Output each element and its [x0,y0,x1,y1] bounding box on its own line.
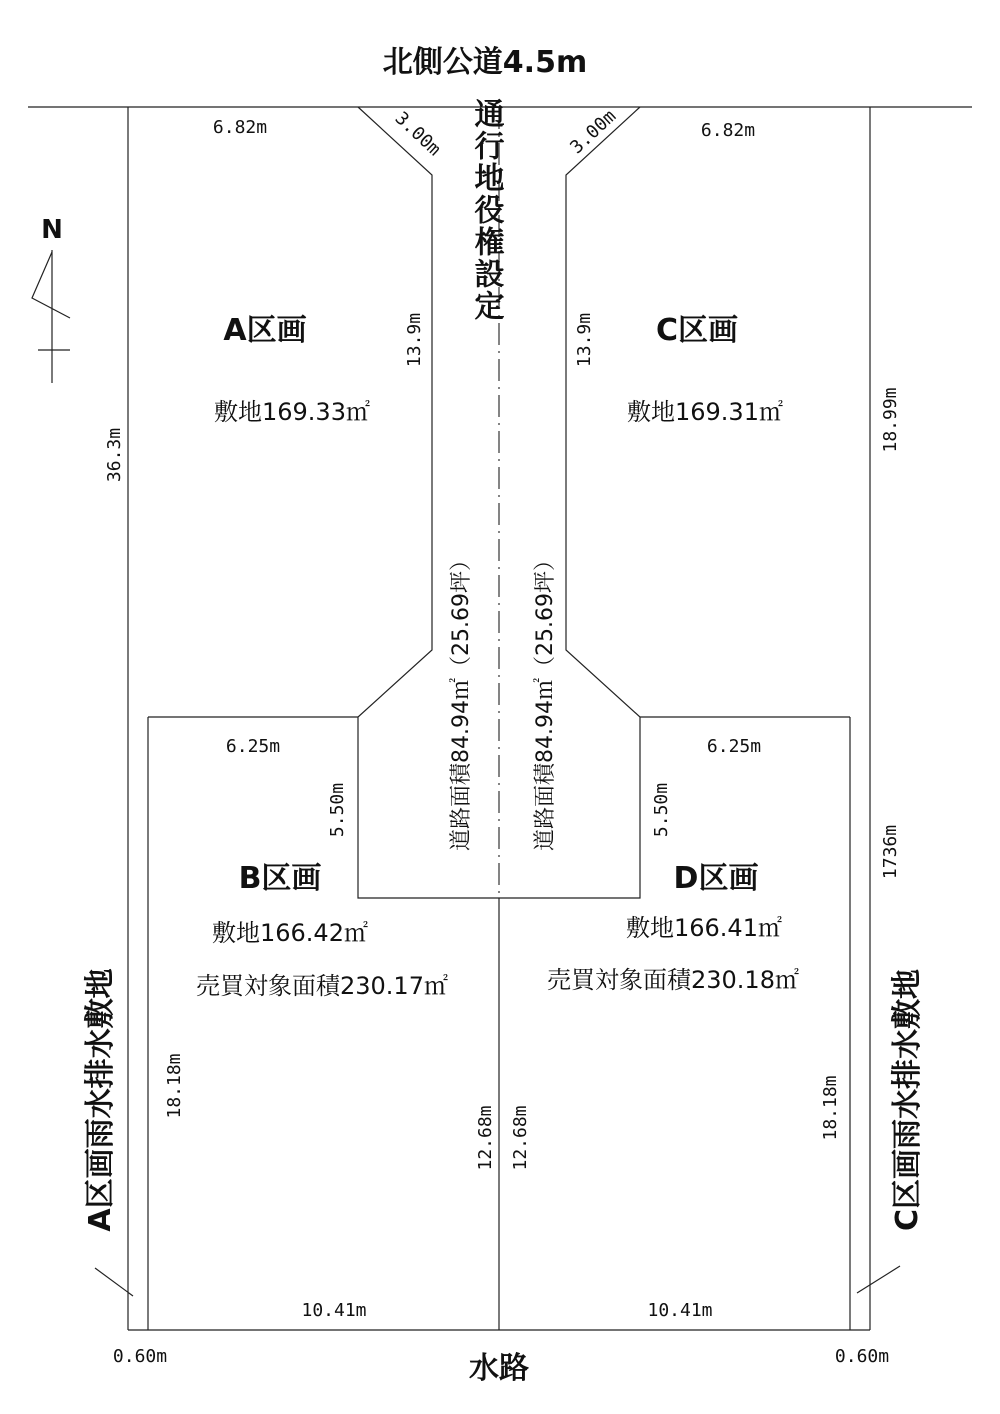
dim-left-total: 36.3m [104,427,125,483]
dim-chamfer-right: 3.00m [566,105,621,159]
dim-d-notch: 5.50m [651,782,672,838]
lot-d-name: D区画 [673,861,759,896]
drain-right-leader [857,1266,900,1293]
lot-b-site-area: 敷地166.42㎡ [212,919,368,947]
lot-a-site-area: 敷地169.33㎡ [214,398,370,426]
dim-road-right-length: 13.9m [574,312,595,368]
dim-right-lower: 1736m [880,824,901,880]
dim-d-center: 12.68m [510,1105,531,1171]
road-area-right: 道路面積84.94㎡（25.69坪） [533,549,558,851]
dim-d-top: 6.25m [706,736,762,757]
dim-strip-left: 0.60m [112,1346,168,1367]
dim-strip-right: 0.60m [834,1346,890,1367]
road-area-left: 道路面積84.94㎡（25.69坪） [449,549,474,851]
easement-label: 通行地役権設定 [468,98,504,322]
dim-d-bottom: 10.41m [647,1300,713,1321]
dim-b-left: 18.18m [164,1053,185,1119]
lot-d-site-area: 敷地166.41㎡ [626,914,782,942]
north-arrow-icon [32,250,70,383]
waterway-label: 水路 [469,1351,529,1386]
lot-d-sale-area: 売買対象面積230.18㎡ [547,966,799,994]
dim-b-center: 12.68m [475,1105,496,1171]
lot-c-name: C区画 [655,313,739,348]
dim-d-right: 18.18m [820,1075,841,1141]
dim-b-bottom: 10.41m [301,1300,367,1321]
drain-site-right: C区画雨水排水敷地 [890,968,925,1232]
dim-b-top: 6.25m [225,736,281,757]
north-road-label: 北側公道4.5m [382,45,588,80]
compass-label: N [41,215,63,245]
dim-right-upper: 18.99m [880,387,901,453]
lot-c-site-area: 敷地169.31㎡ [627,398,783,426]
dim-c-top: 6.82m [700,120,756,141]
dim-b-notch: 5.50m [327,782,348,838]
lot-b-sale-area: 売買対象面積230.17㎡ [196,972,448,1000]
lot-b-name: B区画 [238,861,322,896]
lot-a-name: A区画 [223,313,307,348]
dim-a-top: 6.82m [212,117,268,138]
dim-road-left-length: 13.9m [404,312,425,368]
drain-left-leader [95,1268,133,1296]
drain-site-left: A区画雨水排水敷地 [83,968,118,1232]
dim-chamfer-left: 3.00m [390,107,445,161]
